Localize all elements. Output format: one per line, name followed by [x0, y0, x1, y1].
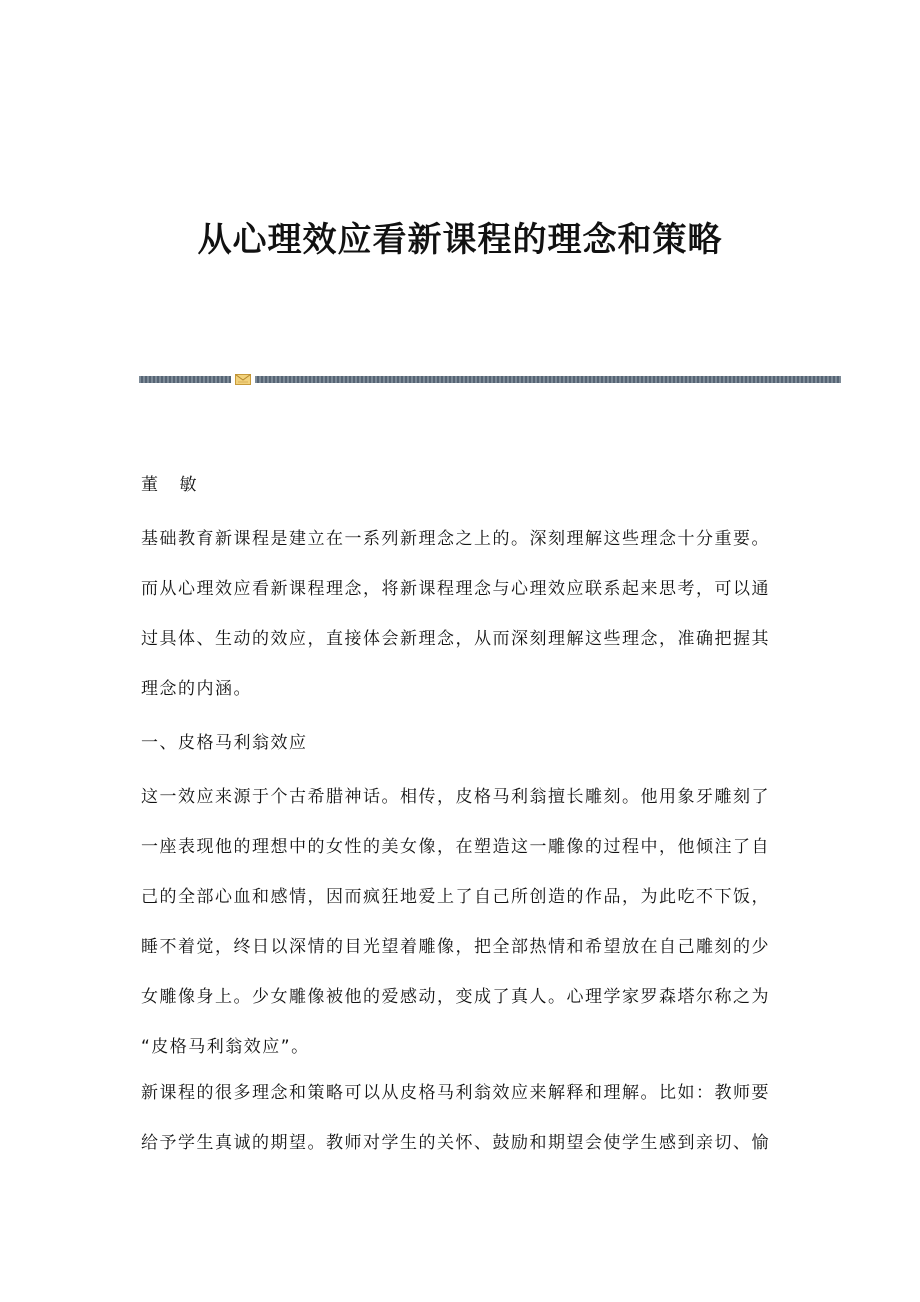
paragraph-line: 给予学生真诚的期望。教师对学生的关怀、鼓励和期望会使学生感到亲切、愉	[141, 1133, 770, 1153]
paragraph-line: “皮格马利翁效应”。	[141, 1037, 310, 1057]
paragraph-myth	[141, 780, 781, 1064]
paragraph-application	[141, 1076, 781, 1160]
divider-bar-left	[139, 376, 231, 383]
envelope-icon	[235, 374, 251, 385]
paragraph-line: 这一效应来源于个古希腊神话。相传，皮格马利翁擅长雕刻。他用象牙雕刻了	[141, 787, 770, 807]
title-divider	[139, 374, 841, 386]
paragraph-intro	[141, 522, 781, 706]
divider-bar-right	[255, 376, 841, 383]
paragraph-line: 过具体、生动的效应，直接体会新理念，从而深刻理解这些理念，准确把握其	[141, 629, 770, 649]
document-title: 从心理效应看新课程的理念和策略	[197, 220, 723, 260]
paragraph-line: 而从心理效应看新课程理念，将新课程理念与心理效应联系起来思考，可以通	[141, 579, 770, 599]
author-line	[141, 468, 781, 502]
paragraph-line: 睡不着觉，终日以深情的目光望着雕像，把全部热情和希望放在自己雕刻的少	[141, 937, 770, 957]
author-given-name: 敏	[179, 475, 198, 495]
author-surname: 董	[141, 475, 160, 495]
paragraph-line: 新课程的很多理念和策略可以从皮格马利翁效应来解释和理解。比如：教师要	[141, 1083, 770, 1103]
section-heading: 一、皮格马利翁效应	[141, 733, 308, 753]
paragraph-line: 己的全部心血和感情，因而疯狂地爱上了自己所创造的作品，为此吃不下饭，	[141, 887, 770, 907]
paragraph-line: 理念的内涵。	[141, 679, 252, 699]
paragraph-line: 基础教育新课程是建立在一系列新理念之上的。深刻理解这些理念十分重要。	[141, 529, 770, 549]
paragraph-line: 女雕像身上。少女雕像被他的爱感动，变成了真人。心理学家罗森塔尔称之为	[141, 987, 770, 1007]
paragraph-line: 一座表现他的理想中的女性的美女像，在塑造这一雕像的过程中，他倾注了自	[141, 837, 770, 857]
